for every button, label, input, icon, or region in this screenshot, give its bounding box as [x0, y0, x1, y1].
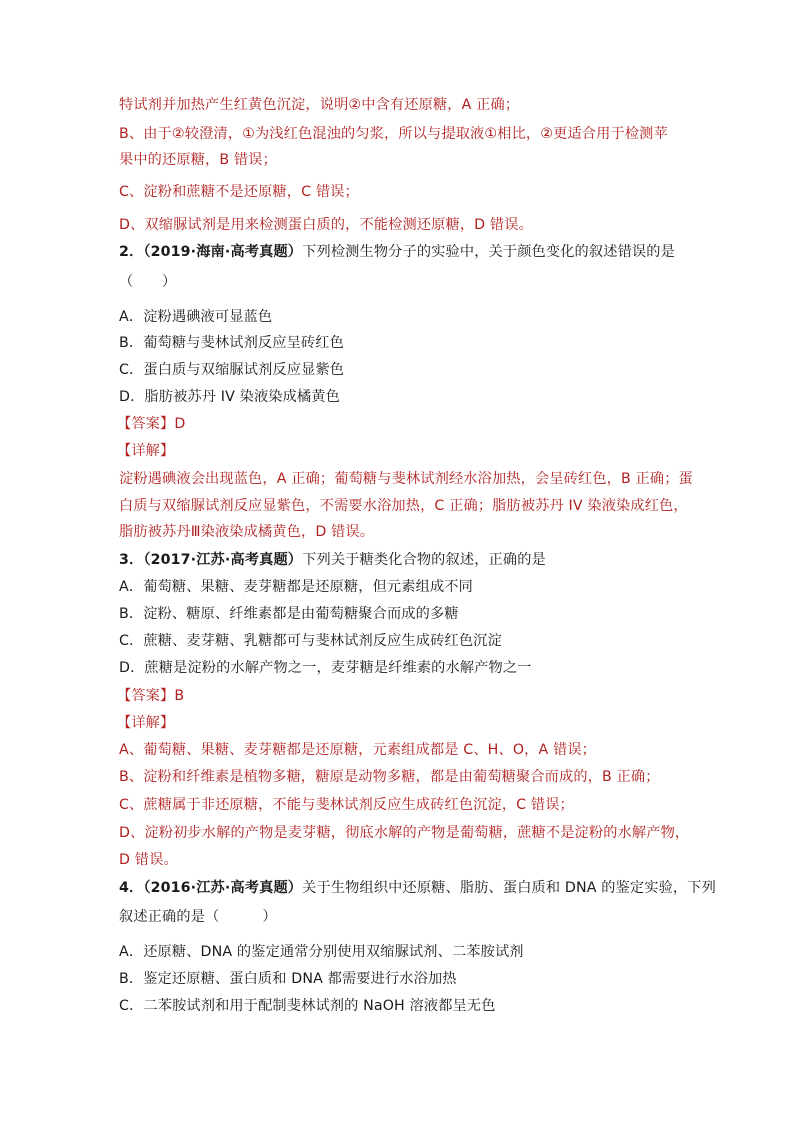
question-4-option-c: C．二苯胺试剂和用于配制斐林试剂的 NaOH 溶液都呈无色 — [119, 998, 496, 1014]
question-2-number: 2． — [119, 244, 144, 260]
question-2-answer: 【答案】D — [117, 416, 186, 432]
question-3-text: 下列关于糖类化合物的叙述，正确的是 — [302, 552, 546, 568]
question-4-text: 关于生物组织中还原糖、脂肪、蛋白质和 DNA 的鉴定实验，下列 — [302, 880, 716, 896]
question-2-option-c: C．蛋白质与双缩脲试剂反应显紫色 — [119, 362, 345, 378]
prev-explanation-line-1: 特试剂并加热产生红黄色沉淀，说明②中含有还原糖，A 正确； — [119, 97, 520, 113]
question-3-detail-line-1: A、葡萄糖、果糖、麦芽糖都是还原糖，元素组成都是 C、H、O，A 错误； — [119, 742, 597, 758]
question-2-option-b: B．葡萄糖与斐林试剂反应呈砖红色 — [119, 335, 344, 351]
question-3-option-a: A．葡萄糖、果糖、麦芽糖都是还原糖，但元素组成不同 — [119, 579, 473, 595]
question-2-detail-line-2: 白质与双缩脲试剂反应显紫色，不需要水浴加热，C 正确；脂肪被苏丹 IV 染液染成红色， — [119, 498, 688, 514]
prev-explanation-line-2: B、由于②较澄清，①为浅红色混浊的匀浆，所以与提取液①相比，②更适合用于检测苹 — [119, 126, 668, 142]
question-2-stem — [119, 242, 675, 262]
question-3-detail-line-5: D 错误。 — [119, 852, 178, 868]
question-4-option-a: A．还原糖、DNA 的鉴定通常分别使用双缩脲试剂、二苯胺试剂 — [119, 944, 524, 960]
question-4-stem — [119, 878, 716, 898]
question-2-detail-line-3: 脂肪被苏丹Ⅲ染液染成橘黄色，D 错误。 — [119, 524, 375, 540]
question-3-stem — [119, 550, 546, 570]
question-3-detail-line-2: B、淀粉和纤维素是植物多糖，糖原是动物多糖，都是由葡萄糖聚合而成的，B 正确； — [119, 769, 660, 785]
question-2-option-a: A．淀粉遇碘液可显蓝色 — [119, 309, 273, 325]
question-4-number: 4． — [119, 880, 144, 896]
question-2-detail-label: 【详解】 — [117, 443, 175, 459]
question-3-option-c: C．蔗糖、麦芽糖、乳糖都可与斐林试剂反应生成砖红色沉淀 — [119, 633, 502, 649]
question-3-detail-line-4: D、淀粉初步水解的产物是麦芽糖，彻底水解的产物是葡萄糖，蔗糖不是淀粉的水解产物， — [119, 825, 690, 841]
prev-explanation-line-5: D、双缩脲试剂是用来检测蛋白质的，不能检测还原糖，D 错误。 — [119, 217, 533, 233]
question-2-detail-line-1: 淀粉遇碘液会出现蓝色，A 正确；葡萄糖与斐林试剂经水浴加热，会呈砖红色，B 正确；蛋 — [119, 471, 693, 487]
question-3-option-b: B．淀粉、糖原、纤维素都是由葡萄糖聚合而成的多糖 — [119, 606, 459, 622]
question-2-source: （2019·海南·高考真题） — [143, 244, 303, 260]
question-3-detail-label: 【详解】 — [117, 715, 175, 731]
question-4-option-b: B．鉴定还原糖、蛋白质和 DNA 都需要进行水浴加热 — [119, 971, 457, 987]
prev-explanation-line-4: C、淀粉和蔗糖不是还原糖，C 错误； — [119, 184, 359, 200]
question-4-stem-line-2: 叙述正确的是（ ） — [119, 909, 277, 925]
question-2-option-d: D．脂肪被苏丹 IV 染液染成橘黄色 — [119, 389, 340, 405]
question-3-answer: 【答案】B — [117, 688, 185, 704]
question-3-number: 3． — [119, 552, 144, 568]
question-3-source: （2017·江苏·高考真题） — [143, 552, 303, 568]
question-3-detail-line-3: C、蔗糖属于非还原糖，不能与斐林试剂反应生成砖红色沉淀，C 错误； — [119, 797, 574, 813]
question-2-text: 下列检测生物分子的实验中，关于颜色变化的叙述错误的是 — [302, 244, 675, 260]
question-4-source: （2016·江苏·高考真题） — [143, 880, 303, 896]
question-2-paren: （ ） — [119, 274, 177, 290]
question-3-option-d: D．蔗糖是淀粉的水解产物之一，麦芽糖是纤维素的水解产物之一 — [119, 660, 532, 676]
prev-explanation-line-3: 果中的还原糖，B 错误； — [119, 152, 277, 168]
